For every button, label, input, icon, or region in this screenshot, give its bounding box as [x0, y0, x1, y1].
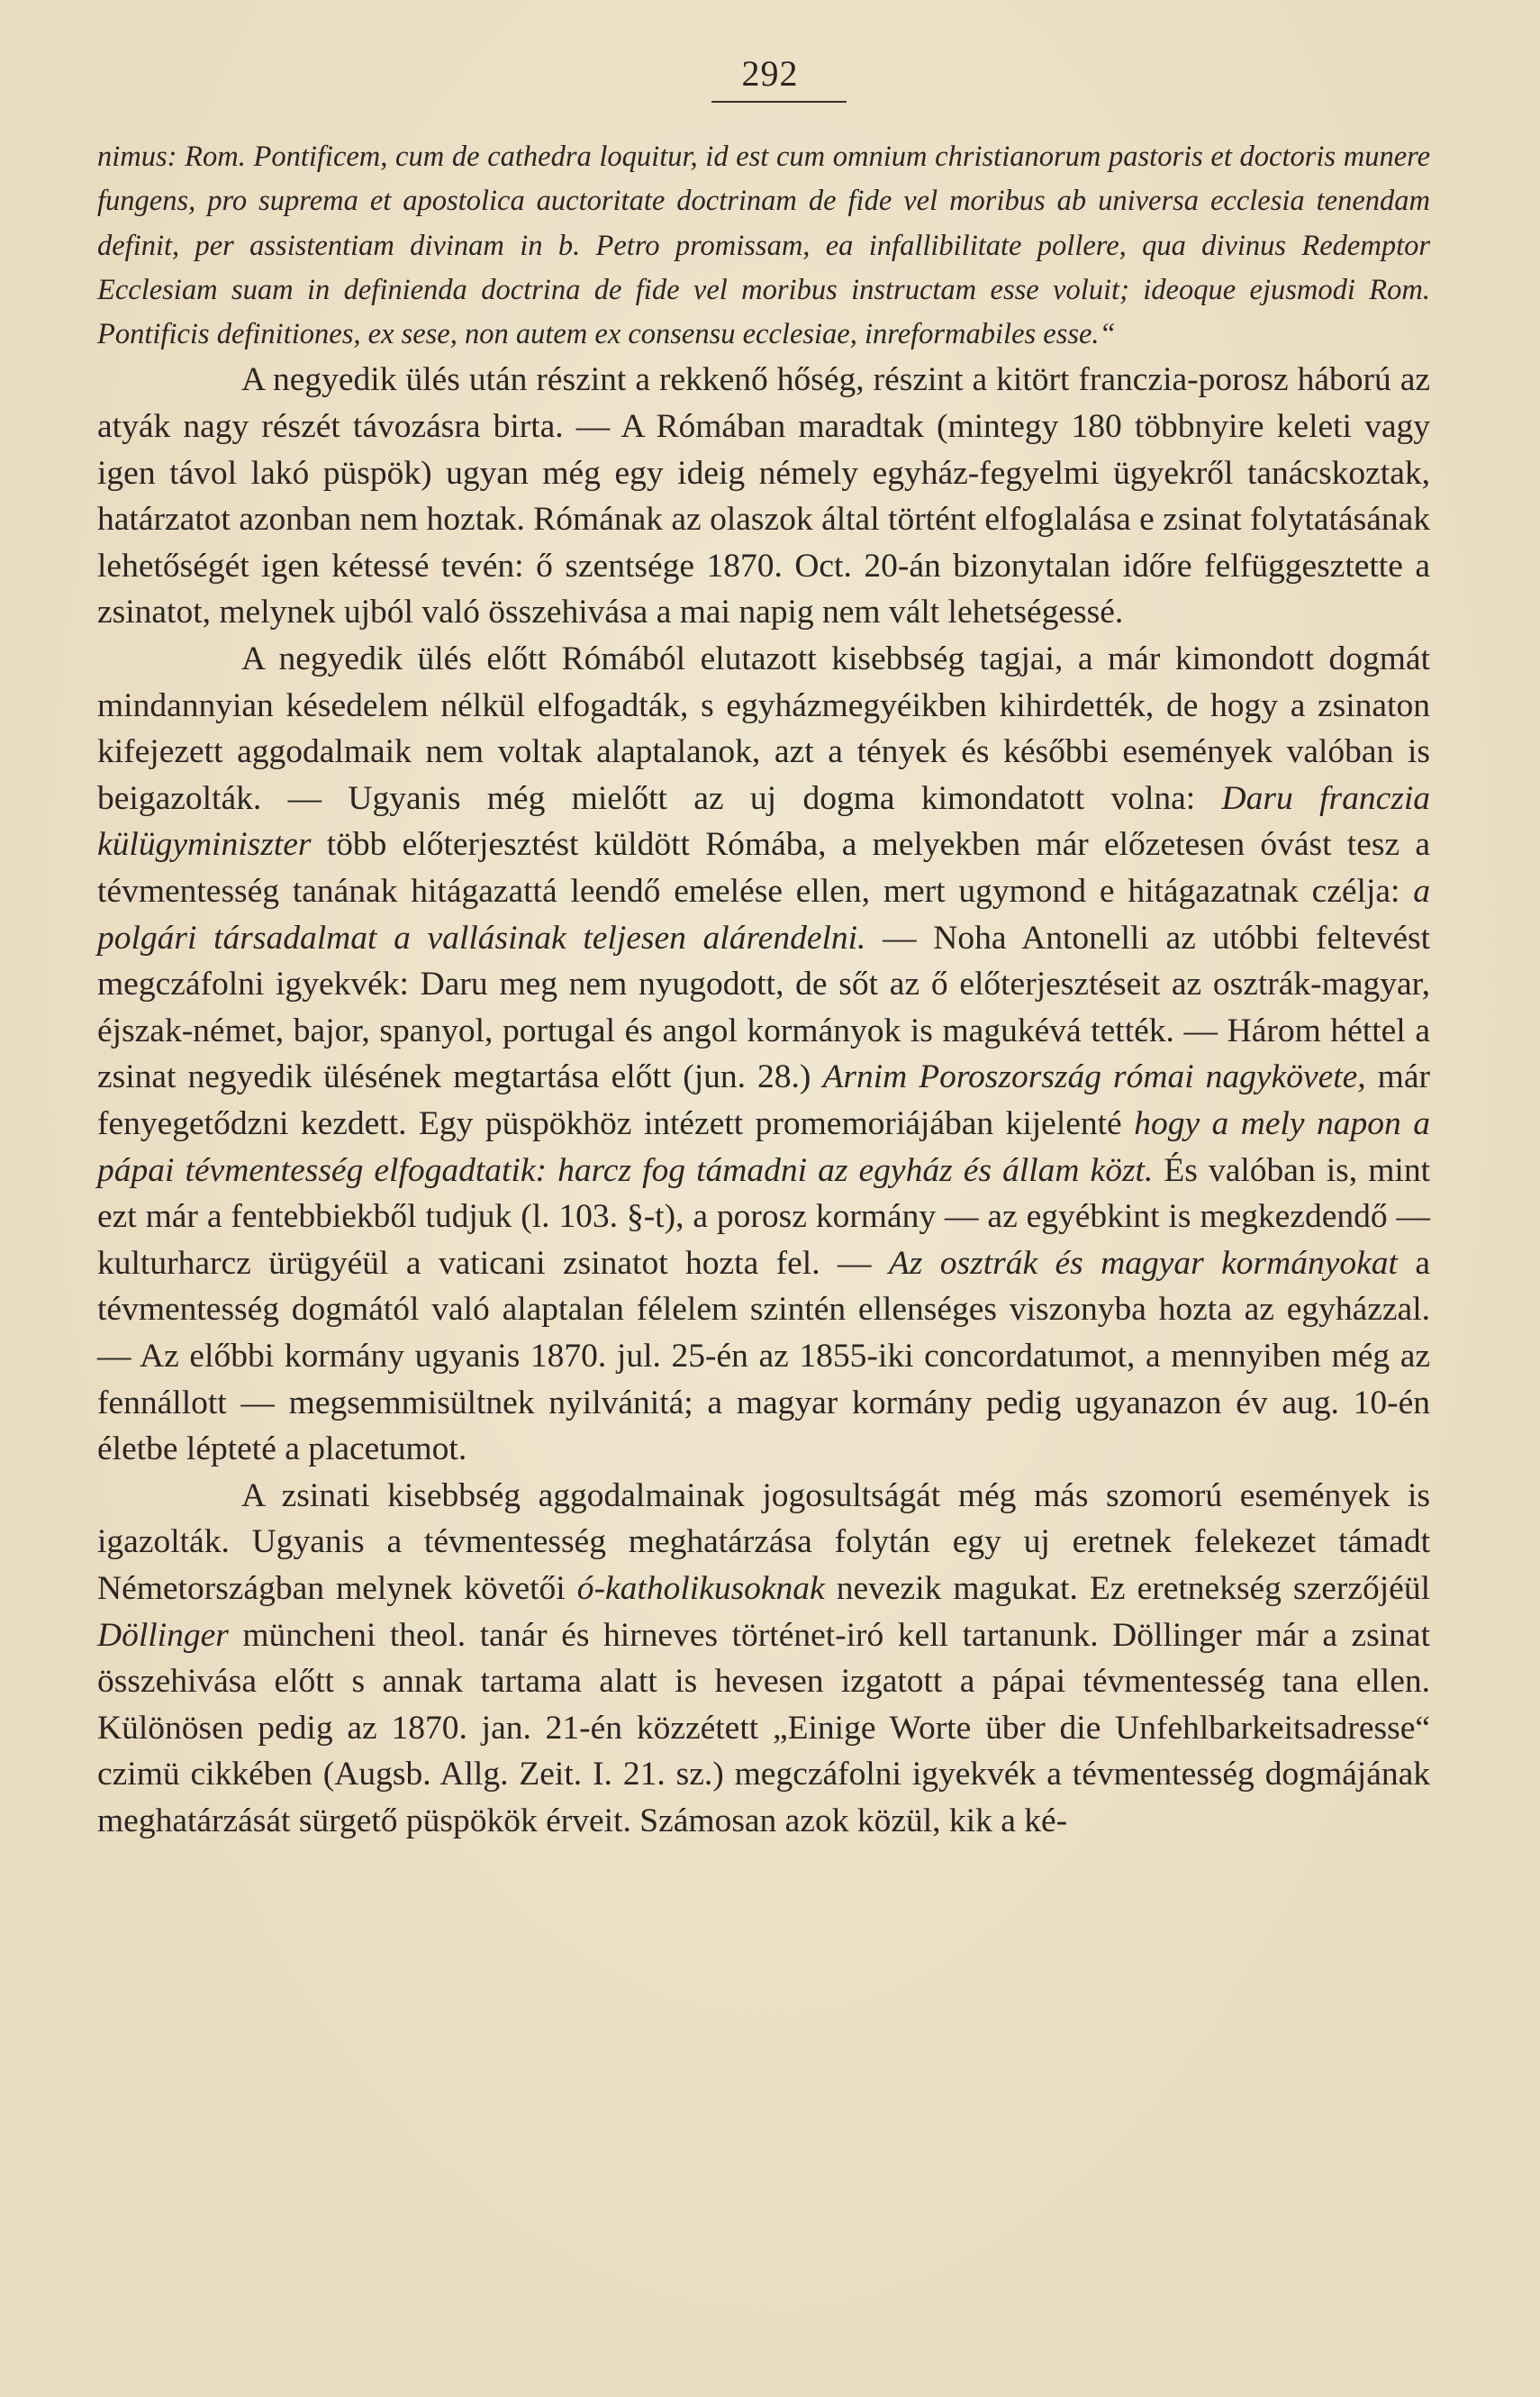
italic-segment: Daru franczia külügyminiszter [97, 779, 1430, 864]
text-segment: A negyedik ülés után részint a rekkenő hőség, részint a kitört franczia-porosz háború az atyák nagy részét távozásra birta. — A Rómában maradtak (mintegy 180 többnyire keleti vagy igen távol lakó püspök) ugyan még egy ideig némely egyház-fegyelmi ügyekről tanácskoztak, határzatot azonban nem hoztak. Rómának az olaszok által történt elfoglalása e zsinat folytatásának lehetőségét igen kétessé tevén: ő szentsége 1870. Oct. 20-án bizonytalan időre felfüggesztette a zsinatot, melynek ujból való összehivása a mai napig nem vált lehetségessé. [97, 361, 1430, 631]
italic-segment: Döllinger [97, 1616, 229, 1654]
page-number: 292 [741, 53, 799, 94]
paragraph-2 [97, 636, 1430, 1473]
paragraph-3 [97, 1473, 1430, 1845]
italic-segment: ó-katholikusoknak [576, 1569, 825, 1607]
paragraph-1 [97, 357, 1430, 636]
body-text [97, 135, 1430, 1844]
text-segment: A negyedik ülés előtt Rómából elutazott kisebbség tagjai, a már kimondott dogmát mindannyian késedelem nélkül elfogadták, s egyházmegyéikben kihirdették, de hogy a zsinaton kifejezett aggodalmaik nem voltak alaptalanok, azt a tények és későbbi események valóban is beigazolták. — Ugyanis még mielőtt az uj dogma kimondatott volna: [97, 640, 1430, 817]
text-segment: És valóban is, mint ezt már a fentebbiekből tudjuk (l. 103. §-t), a porosz kormány — az egyébkint is megkezdendő — kulturharcz ürügyéül a vaticani zsinatot hozta fel. — [97, 1151, 1430, 1282]
header-rule [711, 101, 847, 103]
text-segment: A zsinati kisebbség aggodalmainak jogosultságát még más szomorú események is igazolták. Ugyanis a tévmentesség meghatárzása folytán egy uj eretnek felekezet támadt Németországban melynek követői [97, 1476, 1430, 1607]
text-segment: már fenyegetődzni kezdett. Egy püspökhöz intézett promemoriájában kijelenté [97, 1058, 1430, 1142]
text-segment: nevezik magukat. Ez eretnekség szerzőjéül [824, 1569, 1430, 1607]
italic-segment: a polgári társadalmat a vallásinak teljesen alárendelni. [97, 873, 1430, 957]
text-segment: — Noha Antonelli az utóbbi feltevést megczáfolni igyekvék: Daru meg nem nyugodott, de sőt az ő előterjesztéseit az osztrák-magyar, éjszak-német, bajor, spanyol, portugal és angol kormányok is magukévá tették. — Három héttel a zsinat negyedik ülésének megtartása előtt (jun. 28.) [97, 919, 1431, 1096]
italic-segment: Az osztrák és magyar kormányokat [888, 1244, 1398, 1282]
text-segment: a tévmentesség dogmától való alaptalan félelem szintén ellenséges viszonyba hozta az egyházzal. — Az előbbi kormány ugyanis 1870. jul. 25-én az 1855-iki concordatumot, a mennyiben még az fennállott — megsemmisültnek nyilvánitá; a magyar kormány pedig ugyanazon év aug. 10-én életbe lépteté a placetumot. [97, 1244, 1430, 1468]
italic-segment: Arnim Poroszország római nagykövete, [822, 1058, 1366, 1096]
text-segment: müncheni theol. tanár és hirneves történet-iró kell tartanunk. Döllinger már a zsinat összehivása előtt s annak tartama alatt is hevesen izgatott a pápai tévmentesség tana ellen. Különösen pedig az 1870. jan. 21-én közzétett „Einige Worte über die Unfehlbarkeitsadresse“ czimü cikkében (Augsb. Allg. Zeit. I. 21. sz.) megczáfolni igyekvék a tévmentesség dogmájának meghatárzását sürgető püspökök érveit. Számosan azok közül, kik a ké- [97, 1616, 1430, 1839]
text-segment: több előterjesztést küldött Rómába, a melyekben már előzetesen óvást tesz a tévmentesség tanának hitágazattá leendő emelése ellen, mert ugymond e hitágazatnak czélja: [97, 826, 1430, 911]
latin-quote: nimus: Rom. Pontificem, cum de cathedra loquitur, id est cum omnium christianorum pastoris et doctoris munere fungens, pro suprema et apostolica auctoritate doctrinam de fide vel moribus ab universa ecclesia tenendam definit, per assistentiam divinam in b. Petro promissam, ea infallibilitate pollere, qua divinus Redemptor Ecclesiam suam in definienda doctrina de fide vel moribus instructam esse voluit; ideoque ejusmodi Rom. Pontificis definitiones, ex sese, non autem ex consensu ecclesiae, inreformabiles esse.“ [97, 141, 1430, 351]
italic-segment: hogy a mely napon a pápai tévmentesség elfogadtatik: harcz fog támadni az egyház és állam közt. [97, 1104, 1431, 1189]
